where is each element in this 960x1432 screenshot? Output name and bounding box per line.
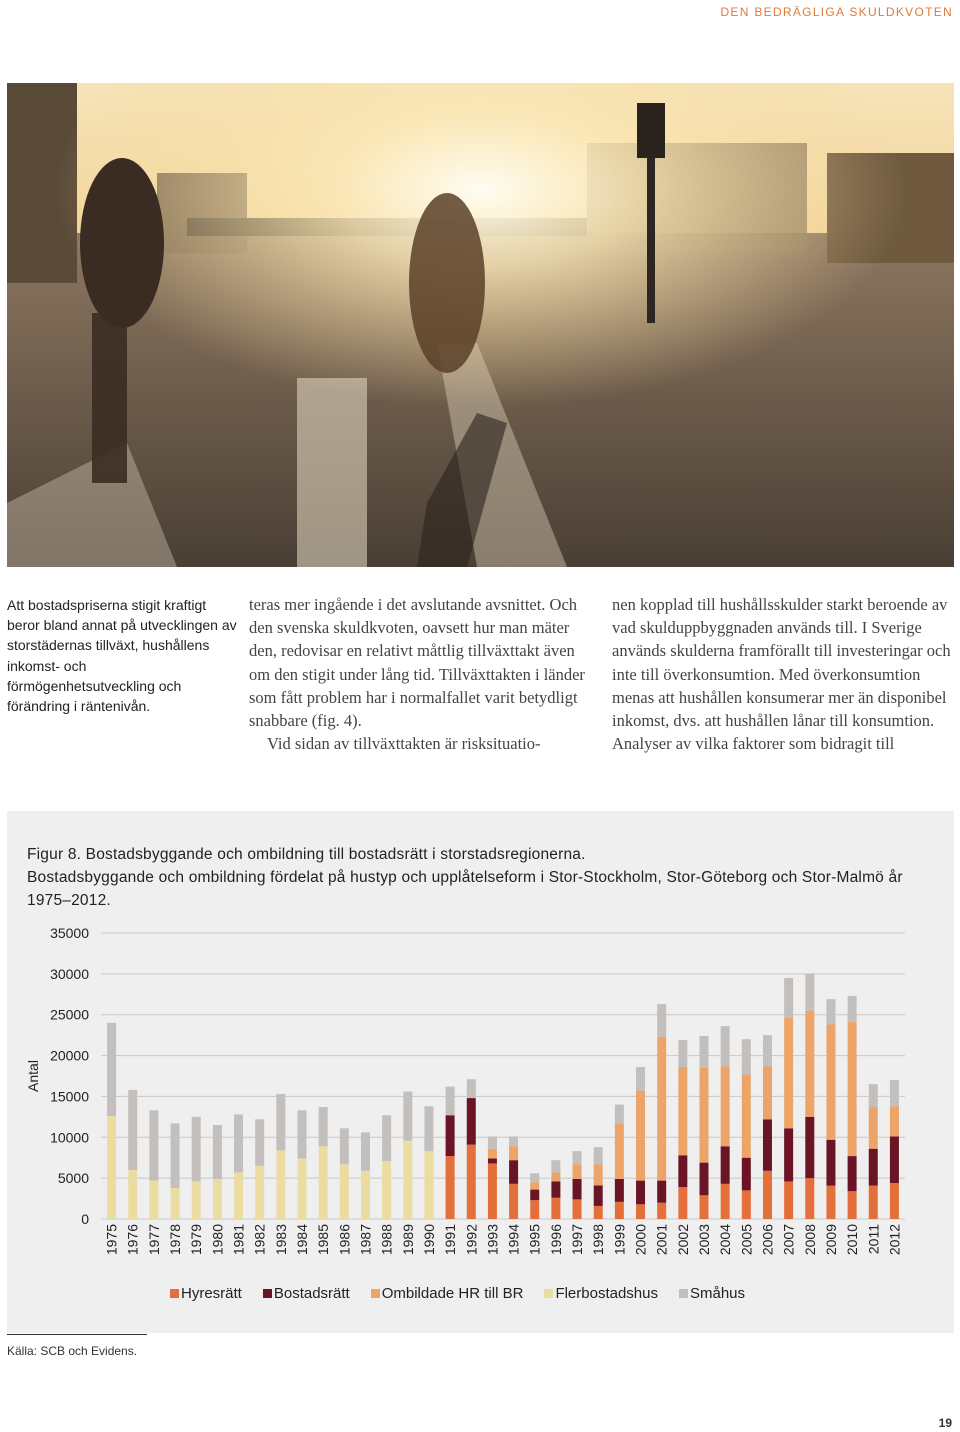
- bar-segment: [615, 1123, 624, 1179]
- bar-segment: [890, 1080, 899, 1106]
- x-tick-label: 1992: [463, 1224, 480, 1256]
- bar-segment: [467, 1098, 476, 1145]
- bar-segment: [551, 1181, 560, 1197]
- x-tick-label: 2001: [653, 1224, 670, 1256]
- x-tick-label: 2008: [801, 1224, 818, 1256]
- legend-item: [679, 1285, 745, 1302]
- figure-title: Figur 8. Bostadsbyggande och ombildning till bostadsrätt i storstadsregionerna.: [27, 846, 586, 863]
- bar-segment: [657, 1037, 666, 1181]
- bar-segment: [446, 1087, 455, 1116]
- section-title: DEN BEDRÄGLIGA SKULDKVOTEN: [720, 5, 953, 19]
- bar-segment: [848, 1156, 857, 1191]
- x-tick-label: 1990: [420, 1224, 437, 1256]
- bar-segment: [276, 1150, 285, 1219]
- bar-segment: [361, 1171, 370, 1219]
- bar-segment: [763, 1066, 772, 1119]
- legend-swatch: [544, 1289, 553, 1298]
- bar-segment: [742, 1074, 751, 1157]
- bar-segment: [424, 1151, 433, 1219]
- x-tick-label: 1978: [167, 1224, 184, 1256]
- legend-label: Bostadsrätt: [273, 1285, 350, 1302]
- x-tick-label: 2003: [696, 1224, 712, 1256]
- y-tick-label: 15000: [50, 1088, 89, 1105]
- bar-segment: [509, 1160, 518, 1184]
- x-tick-label: 2004: [717, 1224, 734, 1256]
- bar-segment: [192, 1117, 201, 1182]
- x-tick-label: 2005: [738, 1224, 755, 1256]
- bar-segment: [446, 1115, 455, 1156]
- x-tick-label: 2006: [759, 1224, 776, 1256]
- bar-segment: [361, 1132, 370, 1170]
- y-tick-label: 0: [81, 1211, 89, 1227]
- bar-segment: [763, 1119, 772, 1170]
- x-tick-label: 1995: [526, 1224, 543, 1256]
- bar-segment: [573, 1151, 582, 1164]
- bar-segment: [678, 1067, 687, 1155]
- x-tick-label: 1986: [336, 1224, 353, 1256]
- bar-segment: [721, 1026, 730, 1066]
- x-tick-label: 1985: [315, 1224, 332, 1256]
- bar-segment: [298, 1110, 307, 1158]
- bar-segment: [382, 1115, 391, 1161]
- x-tick-label: 1997: [569, 1224, 586, 1256]
- x-tick-label: 2010: [844, 1224, 861, 1256]
- bar-segment: [192, 1181, 201, 1219]
- x-tick-label: 2011: [865, 1224, 882, 1255]
- x-tick-label: 1993: [484, 1224, 501, 1256]
- legend-label: Ombildade HR till BR: [381, 1285, 524, 1302]
- bar-segment: [509, 1184, 518, 1219]
- x-tick-label: 2009: [822, 1224, 839, 1256]
- bar-segment: [213, 1179, 222, 1219]
- bar-segment: [594, 1164, 603, 1185]
- bar-segment: [615, 1105, 624, 1124]
- bar-segment: [636, 1091, 645, 1181]
- bar-segment: [636, 1067, 645, 1091]
- legend-item: [371, 1285, 524, 1302]
- bar-segment: [551, 1160, 560, 1172]
- bar-segment: [107, 1023, 116, 1116]
- page-number: 19: [938, 1416, 952, 1430]
- bar-segment: [255, 1166, 264, 1219]
- x-tick-label: 1987: [357, 1224, 374, 1256]
- legend-swatch: [679, 1289, 688, 1298]
- x-tick-label: 2007: [780, 1224, 797, 1256]
- bar-segment: [128, 1170, 137, 1219]
- bar-segment: [805, 1178, 814, 1219]
- bar-segment: [657, 1181, 666, 1203]
- bar-segment: [848, 1022, 857, 1156]
- y-tick-label: 30000: [50, 965, 89, 982]
- bar-segment: [869, 1084, 878, 1107]
- bar-segment: [340, 1164, 349, 1219]
- bar-segment: [509, 1146, 518, 1160]
- bar-segment: [573, 1164, 582, 1179]
- bar-segment: [573, 1199, 582, 1219]
- bar-segment: [573, 1179, 582, 1199]
- bar-segment: [403, 1092, 412, 1141]
- x-tick-label: 1994: [505, 1224, 522, 1256]
- body-paragraph: teras mer ingående i det avslutande avsnittet. Och den svenska skuldkvoten, oavsett hur man mäter den, redovisar en relativt måttlig tillväxttakt även om den stigit under lång tid. Tillväxttakten i länder som fått problem har i normalfallet varit betydligt snabbare (fig. 4).: [249, 595, 585, 731]
- bar-segment: [594, 1206, 603, 1219]
- stacked-bar-chart: [7, 811, 954, 1281]
- bar-segment: [890, 1136, 899, 1183]
- bar-segment: [784, 1128, 793, 1181]
- bar-segment: [234, 1114, 243, 1172]
- x-tick-label: 1976: [124, 1224, 141, 1256]
- figure-subtitle: Bostadsbyggande och ombildning fördelat på hustyp och upplåtelseform i Stor-Stockholm, Stor-Göteborg och Stor-Malmö år 1975–2012.: [27, 869, 903, 909]
- y-tick-label: 5000: [57, 1170, 89, 1187]
- bar-segment: [742, 1190, 751, 1219]
- bar-segment: [636, 1204, 645, 1219]
- bar-segment: [509, 1136, 518, 1146]
- bar-segment: [721, 1146, 730, 1184]
- legend-swatch: [263, 1289, 272, 1298]
- x-tick-label: 1991: [442, 1224, 459, 1256]
- bar-segment: [551, 1198, 560, 1219]
- x-tick-label: 1988: [378, 1224, 395, 1256]
- body-paragraph: Vid sidan av tillväxttakten är risksituatio-: [267, 734, 541, 754]
- x-tick-label: 1998: [590, 1224, 607, 1256]
- x-tick-label: 1979: [188, 1224, 205, 1256]
- x-tick-label: 1977: [145, 1224, 162, 1256]
- body-paragraph: nen kopplad till hushållsskulder starkt beroende av vad skulduppbyggnaden används till. I Sverige används skulderna framförallt till investeringar och inte till överkonsumtion. Med överkonsumtion menas att hushållen konsumerar mer än disponibel inkomst, dvs. att hushållen lånar till konsumtion. Analyser av vilka faktorer som bidragit till: [612, 595, 951, 754]
- x-tick-label: 1982: [251, 1224, 268, 1256]
- bar-segment: [869, 1185, 878, 1219]
- x-tick-label: 1989: [399, 1224, 416, 1256]
- bar-segment: [340, 1128, 349, 1164]
- x-tick-label: 1980: [209, 1224, 226, 1256]
- legend-label: Flerbostadshus: [555, 1285, 658, 1302]
- bar-segment: [890, 1183, 899, 1219]
- figure-panel: [7, 811, 954, 1333]
- bar-segment: [763, 1171, 772, 1219]
- bar-segment: [107, 1116, 116, 1219]
- bar-segment: [446, 1156, 455, 1219]
- bar-segment: [255, 1119, 264, 1166]
- chart-legend: [170, 1285, 766, 1302]
- bar-segment: [700, 1195, 709, 1219]
- bar-segment: [784, 1181, 793, 1219]
- bar-segment: [869, 1149, 878, 1186]
- bar-segment: [171, 1188, 180, 1219]
- bar-segment: [488, 1136, 497, 1148]
- bar-segment: [848, 1191, 857, 1219]
- bar-segment: [805, 1117, 814, 1178]
- bar-segment: [594, 1185, 603, 1205]
- y-tick-label: 10000: [50, 1129, 89, 1146]
- bar-segment: [742, 1039, 751, 1074]
- bar-segment: [848, 996, 857, 1022]
- bar-segment: [615, 1179, 624, 1202]
- source-note: Källa: SCB och Evidens.: [7, 1344, 138, 1358]
- bar-segment: [234, 1172, 243, 1219]
- bar-segment: [424, 1106, 433, 1151]
- bar-segment: [678, 1155, 687, 1187]
- legend-item: [544, 1285, 658, 1302]
- bar-segment: [488, 1159, 497, 1164]
- bar-segment: [594, 1147, 603, 1164]
- bar-segment: [319, 1146, 328, 1219]
- photo-caption: Att bostadspriserna stigit kraftigt beror bland annat på utvecklingen av storstädernas tillväxt, hushållens inkomst- och förmögenhetsutveckling och förändring i räntenivån.: [7, 597, 237, 715]
- y-axis-label: Antal: [25, 1060, 41, 1092]
- bar-segment: [826, 999, 835, 1024]
- bar-segment: [742, 1158, 751, 1191]
- bar-segment: [805, 1011, 814, 1117]
- bar-segment: [298, 1159, 307, 1219]
- bar-segment: [530, 1200, 539, 1219]
- bar-segment: [467, 1079, 476, 1098]
- bar-segment: [149, 1110, 158, 1180]
- x-tick-label: 2000: [632, 1224, 649, 1256]
- bar-segment: [721, 1184, 730, 1219]
- x-tick-label: 2002: [674, 1224, 691, 1256]
- bar-segment: [149, 1181, 158, 1219]
- bar-segment: [319, 1107, 328, 1146]
- bar-segment: [890, 1106, 899, 1136]
- bar-segment: [382, 1161, 391, 1219]
- legend-item: [170, 1285, 242, 1302]
- body-column-2: [612, 593, 956, 755]
- bar-segment: [784, 978, 793, 1018]
- bar-segment: [488, 1149, 497, 1159]
- bar-segment: [700, 1068, 709, 1163]
- x-tick-label: 2012: [886, 1224, 903, 1256]
- bar-segment: [530, 1173, 539, 1182]
- street-crossing-photo: [7, 83, 954, 567]
- x-tick-label: 1999: [611, 1224, 628, 1256]
- bar-segment: [784, 1018, 793, 1128]
- bar-segment: [763, 1035, 772, 1066]
- x-tick-label: 1975: [103, 1224, 120, 1256]
- bar-segment: [700, 1036, 709, 1068]
- legend-label: Hyresrätt: [181, 1285, 242, 1302]
- bar-segment: [276, 1094, 285, 1150]
- bar-segment: [530, 1182, 539, 1189]
- body-column-1: [249, 593, 594, 755]
- bar-segment: [551, 1172, 560, 1181]
- legend-item: [263, 1285, 350, 1302]
- source-divider: [7, 1334, 147, 1335]
- bar-segment: [213, 1125, 222, 1179]
- x-tick-label: 1981: [230, 1224, 247, 1256]
- bar-segment: [700, 1163, 709, 1196]
- bar-segment: [615, 1202, 624, 1219]
- bar-segment: [467, 1145, 476, 1219]
- bar-segment: [826, 1185, 835, 1219]
- legend-swatch: [371, 1289, 380, 1298]
- bar-segment: [826, 1025, 835, 1140]
- bar-segment: [678, 1040, 687, 1067]
- bar-segment: [678, 1187, 687, 1219]
- x-tick-label: 1984: [294, 1224, 310, 1256]
- x-tick-label: 1996: [547, 1224, 564, 1256]
- bar-segment: [805, 974, 814, 1011]
- bar-segment: [128, 1090, 137, 1170]
- bar-segment: [869, 1107, 878, 1149]
- legend-label: Småhus: [690, 1285, 746, 1302]
- y-tick-label: 25000: [50, 1006, 89, 1023]
- legend-swatch: [170, 1289, 179, 1298]
- y-tick-label: 20000: [50, 1047, 89, 1064]
- bar-segment: [826, 1140, 835, 1186]
- bar-segment: [721, 1066, 730, 1146]
- bar-segment: [636, 1181, 645, 1205]
- photo-illustration: [7, 83, 954, 567]
- bar-segment: [171, 1123, 180, 1188]
- bar-segment: [530, 1190, 539, 1201]
- bar-segment: [488, 1163, 497, 1219]
- y-tick-label: 35000: [50, 925, 89, 941]
- x-tick-label: 1983: [272, 1224, 289, 1256]
- bar-segment: [657, 1004, 666, 1037]
- bar-segment: [657, 1203, 666, 1219]
- bar-segment: [403, 1141, 412, 1219]
